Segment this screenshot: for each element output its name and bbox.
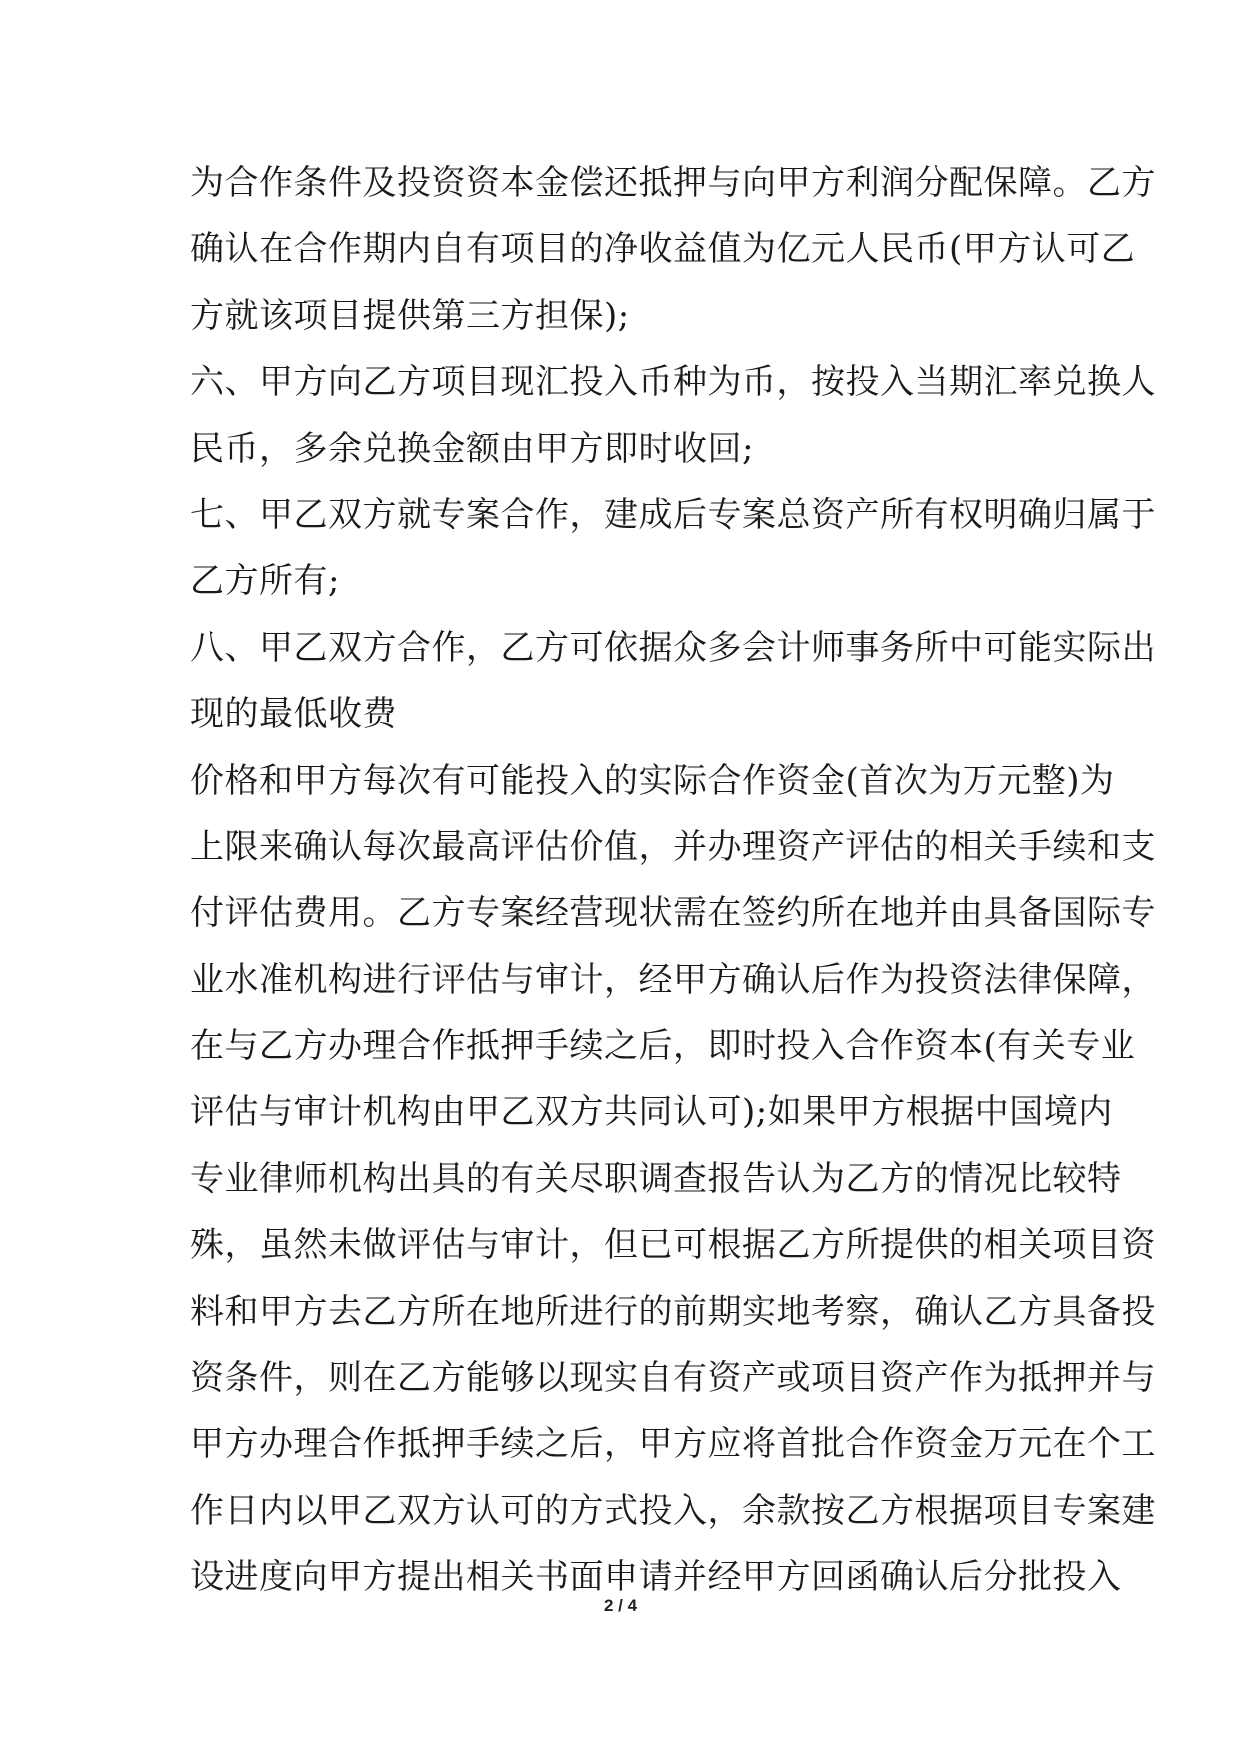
- text-line: 殊，虽然未做评估与审计，但已可根据乙方所提供的相关项目资: [190, 1225, 1156, 1266]
- text-line: 确认在合作期内自有项目的净收益值为亿元人民币(甲方认可乙: [190, 229, 1136, 270]
- text-line: 付评估费用。乙方专案经营现状需在签约所在地并由具备国际专: [190, 893, 1156, 934]
- text-line: 作日内以甲乙双方认可的方式投入，余款按乙方根据项目专案建: [190, 1490, 1156, 1531]
- text-line: 乙方所有;: [190, 561, 340, 602]
- text-line: 甲方办理合作抵押手续之后，甲方应将首批合作资金万元在个工: [190, 1424, 1156, 1465]
- text-line: 方就该项目提供第三方担保);: [190, 295, 630, 336]
- text-line: 专业律师机构出具的有关尽职调查报告认为乙方的情况比较特: [190, 1158, 1122, 1199]
- text-line: 现的最低收费: [190, 694, 397, 735]
- text-line: 业水准机构进行评估与审计，经甲方确认后作为投资法律保障，: [190, 959, 1156, 1000]
- text-line: 八、甲乙双方合作，乙方可依据众多会计师事务所中可能实际出: [190, 627, 1156, 668]
- text-line: 在与乙方办理合作抵押手续之后，即时投入合作资本(有关专业: [190, 1026, 1136, 1067]
- text-line: 为合作条件及投资资本金偿还抵押与向甲方利润分配保障。乙方: [190, 163, 1156, 203]
- text-line: 六、甲方向乙方项目现汇投入币种为币，按投入当期汇率兑换人: [190, 362, 1156, 403]
- body-text: [190, 150, 1156, 1611]
- text-line: 价格和甲方每次有可能投入的实际合作资金(首次为万元整)为: [190, 760, 1115, 801]
- text-line: 七、甲乙双方就专案合作，建成后专案总资产所有权明确归属于: [190, 494, 1156, 535]
- text-line: 民币，多余兑换金额由甲方即时收回;: [190, 428, 754, 469]
- page-number: 2 / 4: [603, 1596, 638, 1615]
- text-line: 评估与审计机构由甲乙双方共同认可);如果甲方根据中国境内: [190, 1092, 1113, 1133]
- text-line: 料和甲方去乙方所在地所进行的前期实地考察，确认乙方具备投: [190, 1291, 1156, 1332]
- text-line: 设进度向甲方提出相关书面申请并经甲方回函确认后分批投入: [190, 1557, 1122, 1598]
- text-line: 资条件，则在乙方能够以现实自有资产或项目资产作为抵押并与: [190, 1358, 1156, 1399]
- text-line: 上限来确认每次最高评估价值，并办理资产评估的相关手续和支: [190, 826, 1156, 867]
